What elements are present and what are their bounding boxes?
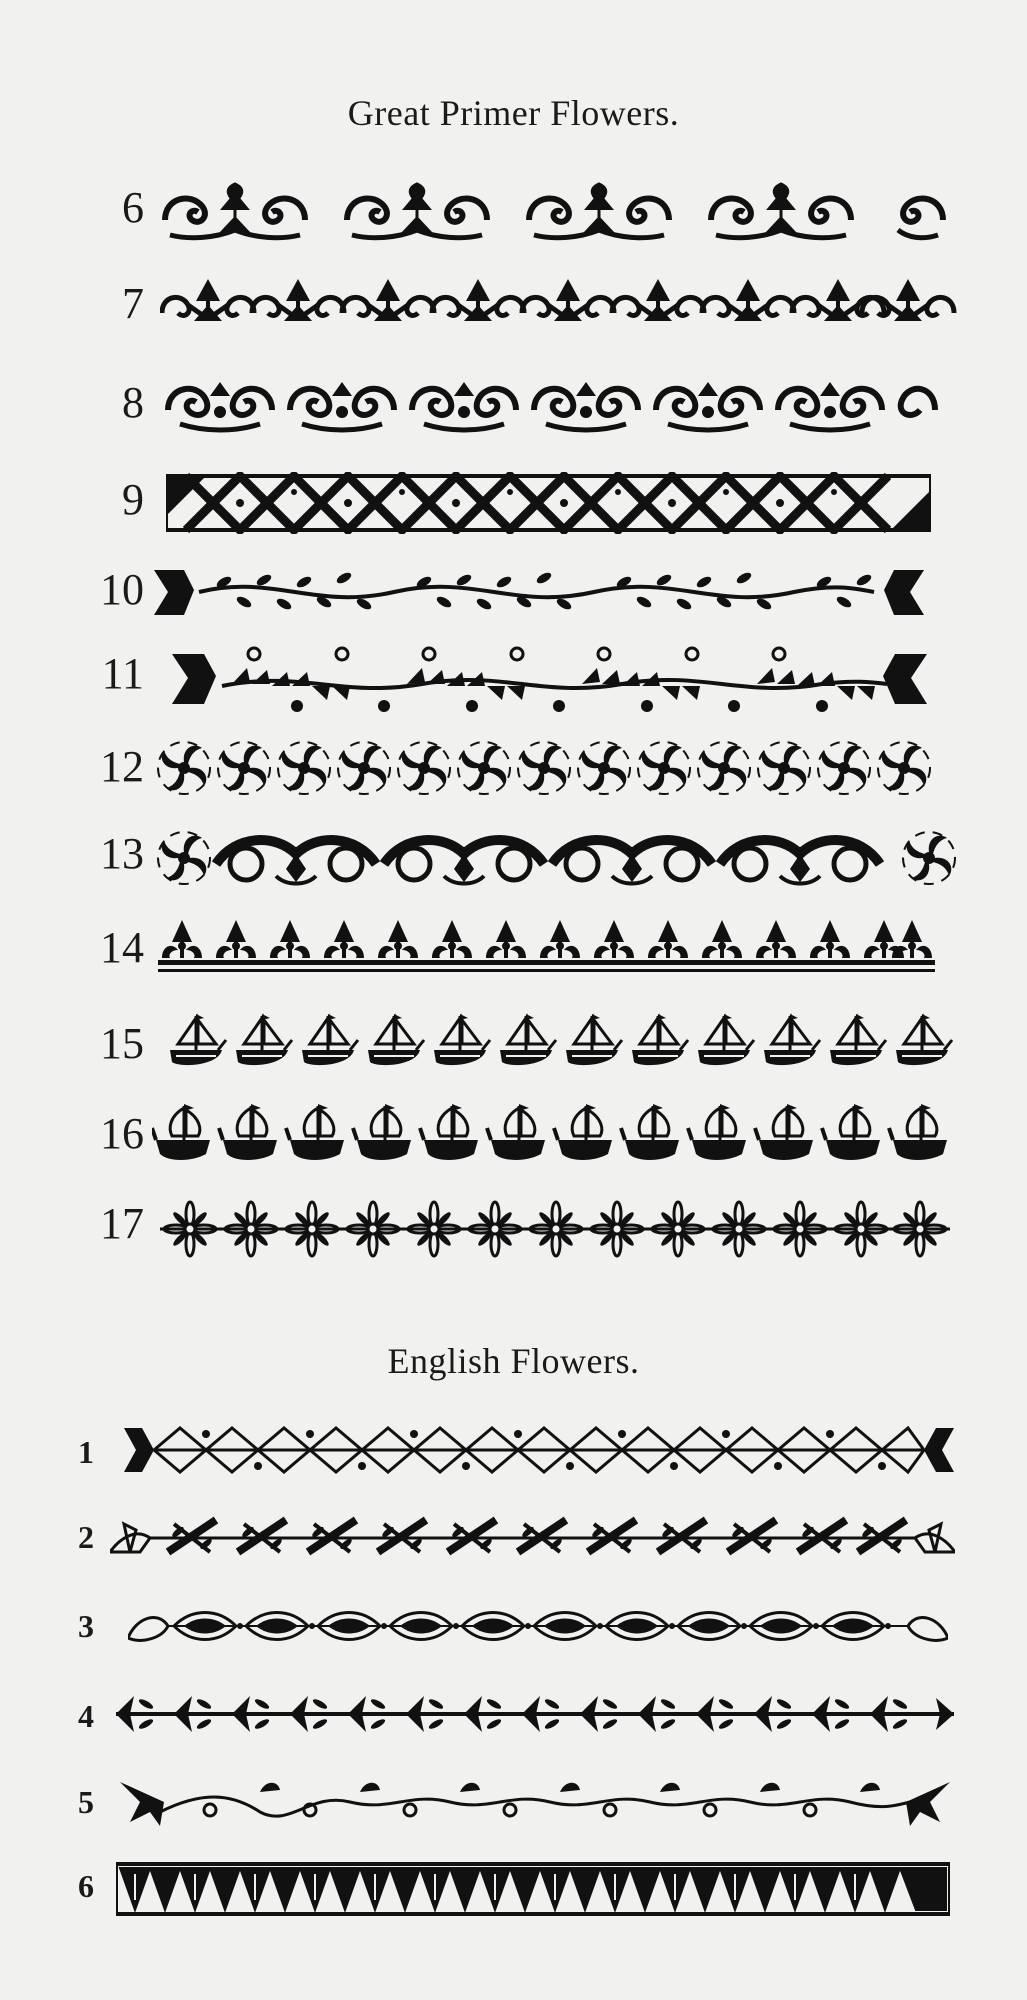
section-title-great-primer: Great Primer Flowers. — [347, 93, 680, 133]
ornament-band-fleur-rules — [158, 918, 935, 976]
row-number: 11 — [101, 649, 144, 698]
ornament-band-lotus-bud — [128, 1598, 948, 1654]
ornament-band-triangle-leaf — [116, 1862, 950, 1916]
ornament-band-sailing-ship-stern — [152, 1102, 957, 1168]
row-number: 8 — [122, 378, 144, 427]
ornament-band-diamond-chain — [124, 1424, 954, 1476]
ornament-band-leaf-arrow — [116, 1688, 954, 1740]
section-title-english: English Flowers. — [387, 1341, 640, 1381]
ornament-band-daisy-line — [160, 1198, 950, 1260]
ornament-band-leafy-vine — [154, 560, 924, 625]
ornament-band-pinwheel — [154, 738, 939, 798]
ornament-band-rosette-swag — [154, 824, 959, 890]
ornament-band-vine-dots — [172, 646, 927, 714]
ornament-band-c-scroll — [160, 372, 950, 437]
row-number: 16 — [100, 1109, 144, 1158]
ornament-band-fleur-scroll — [160, 275, 960, 335]
ornament-band-crossed-leaf — [110, 1508, 955, 1564]
row-number: 4 — [78, 1698, 94, 1734]
row-number: 15 — [100, 1019, 144, 1068]
row-number: 17 — [100, 1199, 144, 1248]
row-number: 5 — [78, 1784, 94, 1820]
row-number: 3 — [78, 1608, 94, 1644]
ornament-band-sailing-ship — [166, 1010, 956, 1074]
row-number: 9 — [122, 475, 144, 524]
ornament-band-wave-scroll — [120, 1772, 950, 1830]
row-number: 6 — [78, 1868, 94, 1904]
ornament-band-diamond-lattice — [166, 472, 931, 534]
row-number: 2 — [78, 1519, 94, 1555]
row-number: 13 — [100, 829, 144, 878]
row-number: 6 — [122, 183, 144, 232]
row-number: 1 — [78, 1434, 94, 1470]
row-number: 14 — [100, 923, 144, 972]
ornament-band-acanthus-scroll — [160, 180, 955, 250]
row-number: 10 — [100, 565, 144, 614]
row-number: 7 — [122, 279, 144, 328]
row-number: 12 — [100, 742, 144, 791]
